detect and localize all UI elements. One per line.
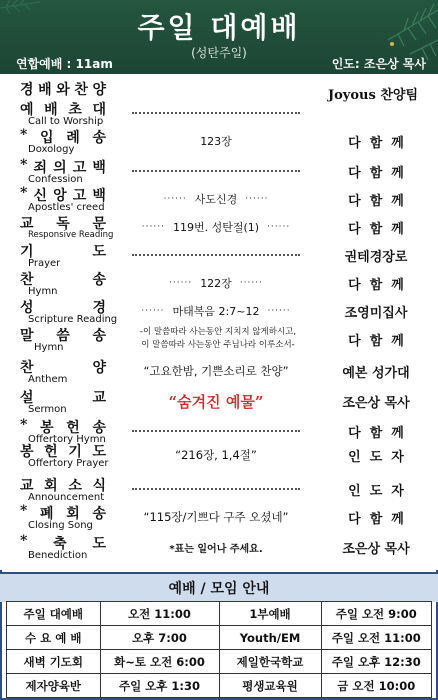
order-item-dotted-line: [132, 416, 300, 432]
lyric-line: -이 말씀따라 사는동안 지치지 않게하시고,: [139, 327, 297, 337]
info-title: 예배 / 모임 안내: [0, 572, 438, 602]
order-item-detail: 123장: [200, 135, 232, 148]
order-item-dotted-line: [132, 156, 300, 172]
order-item-detail: [128, 324, 308, 354]
table-row: [7, 602, 432, 626]
order-row: [0, 98, 438, 129]
page-title: 주일 대예배: [137, 11, 301, 44]
table-cell: 주일 대예배: [7, 602, 101, 626]
order-item-leader: 다함께: [348, 426, 413, 441]
order-row: [0, 440, 438, 471]
order-item-leader: 조영미집사: [344, 306, 408, 321]
order-item-ko: 찬 양: [20, 360, 106, 376]
table-cell: 새벽 기도회: [7, 650, 101, 674]
order-item-ko: 기 도: [20, 244, 106, 260]
sermon-title: “숨겨진 예물”: [168, 392, 264, 411]
order-item-leader: 인도자: [348, 484, 413, 499]
order-item-leader: 다함께: [348, 278, 413, 293]
order-item-leader: 인도자: [348, 450, 413, 465]
order-of-worship: [0, 78, 438, 566]
order-item-en: Responsive Reading: [28, 230, 114, 240]
order-item-dotted-line: [132, 474, 300, 490]
order-item-en: Scripture Reading: [28, 314, 118, 325]
table-cell: 오전 11:00: [100, 602, 219, 626]
order-item-en: Anthem: [28, 374, 68, 385]
order-row: [0, 240, 438, 271]
order-row: [0, 324, 438, 355]
order-item-ko: 교 독 문: [20, 216, 106, 232]
order-item-en: Closing Song: [28, 520, 93, 531]
order-item-en: Hymn: [28, 286, 58, 297]
order-item-detail: “216장, 1,4절”: [175, 448, 257, 462]
order-item-ko: 성 경: [20, 300, 106, 316]
order-row: [0, 126, 438, 157]
page-subtitle: (성탄주일): [191, 46, 247, 60]
table-cell: 평생교육원: [219, 674, 321, 698]
table-cell: 주일 오후 12:30: [321, 650, 432, 674]
order-item-leader: 예본 성가대: [342, 366, 410, 381]
order-row: [0, 532, 438, 563]
order-item-en: Call to Worship: [28, 116, 104, 127]
order-item-leader: 조은상 목사: [342, 396, 410, 411]
order-item-detail: “115장/기쁘다 구주 오셨네”: [143, 510, 289, 524]
table-cell: 금 오전 10:00: [321, 674, 432, 698]
order-item-leader: 다함께: [348, 136, 413, 151]
order-item-dotted-line: [132, 240, 300, 256]
order-item-ko: 경 배 와 찬 양: [20, 82, 106, 98]
order-row: [0, 184, 438, 215]
table-cell: 제일한국학교: [219, 650, 321, 674]
order-item-en: Doxology: [28, 144, 75, 155]
table-cell: 수 요 예 배: [7, 626, 101, 650]
order-item-detail: ······ 마태복음 2:7~12 ······: [132, 300, 300, 322]
order-item-detail: “고요한밤, 기쁜소리로 찬양”: [143, 364, 289, 378]
order-item-en: Confession: [28, 174, 83, 185]
order-item-ko: * 폐 회 송: [20, 503, 106, 522]
order-row: [0, 356, 438, 387]
order-item-leader: 다함께: [348, 194, 413, 209]
order-item-leader: 다함께: [348, 166, 413, 181]
order-row: [0, 502, 438, 533]
order-item-en: Offertory Hymn: [28, 434, 106, 445]
order-item-ko: * 축 도: [20, 533, 106, 552]
order-row: [0, 212, 438, 243]
table-cell: Youth/EM: [219, 626, 321, 650]
table-row: [7, 650, 432, 674]
table-row: [7, 626, 432, 650]
order-item-en: Hymn: [34, 342, 64, 353]
order-item-ko: 설 교: [20, 390, 106, 406]
order-item-en: Prayer: [28, 258, 61, 269]
lyric-line: 이 말씀따라 사는동안 주님나라 이루소서-: [141, 340, 295, 350]
schedule-table: [6, 601, 432, 698]
order-item-detail: ······ 사도신경 ······: [132, 188, 300, 210]
order-row: [0, 296, 438, 327]
order-item-ko: * 입 례 송: [20, 127, 106, 146]
order-row: [0, 268, 438, 299]
order-item-ko: * 봉 헌 송: [20, 417, 106, 436]
order-item-ko: 말 씀 송: [20, 328, 106, 344]
order-item-leader: Joyous 찬양팀: [327, 88, 419, 103]
order-item-ko: * 죄 의 고 백: [20, 157, 106, 176]
table-cell: 화~토 오전 6:00: [100, 650, 219, 674]
table-cell: 오후 7:00: [100, 626, 219, 650]
order-row: [0, 156, 438, 187]
order-item-leader: 다함께: [348, 512, 413, 527]
service-time: 연합예배 : 11am: [16, 57, 113, 71]
order-item-leader: 다함께: [348, 334, 413, 349]
table-cell: 1부예배: [219, 602, 321, 626]
order-item-en: Offertory Prayer: [28, 458, 109, 469]
order-item-leader: 조은상 목사: [342, 542, 410, 557]
order-item-ko: 예 배 초 대: [20, 102, 106, 118]
bulletin-header: [0, 0, 438, 74]
order-item-dotted-line: [132, 98, 300, 114]
order-item-leader: 다함께: [348, 222, 413, 237]
order-row: [0, 474, 438, 505]
table-cell: 주일 오전 9:00: [321, 602, 432, 626]
table-cell: 주일 오전 11:00: [321, 626, 432, 650]
order-item-en: Benediction: [28, 550, 88, 561]
order-item-detail: ······ 119번. 성탄절(1) ······: [132, 216, 300, 238]
table-cell: 주일 오후 1:30: [100, 674, 219, 698]
order-item-leader: 권테경장로: [344, 250, 408, 265]
order-item-detail: ······ 122장 ······: [132, 272, 300, 294]
order-item-ko: 찬 송: [20, 272, 106, 288]
order-item-ko: 교 회 소 식: [20, 478, 106, 494]
standing-note: *표는 일어나 주세요.: [169, 543, 263, 555]
order-item-en: Apostles' creed: [28, 202, 105, 213]
worship-leader: 인도: 조은상 목사: [331, 57, 426, 71]
order-item-ko: 봉 헌 기 도: [20, 444, 106, 460]
order-item-en: Announcement: [28, 492, 105, 503]
order-item-ko: * 신 앙 고 백: [20, 185, 106, 204]
table-row: [7, 674, 432, 698]
order-item-en: Sermon: [28, 404, 67, 415]
table-cell: 제자양육반: [7, 674, 101, 698]
order-row: [0, 386, 438, 417]
